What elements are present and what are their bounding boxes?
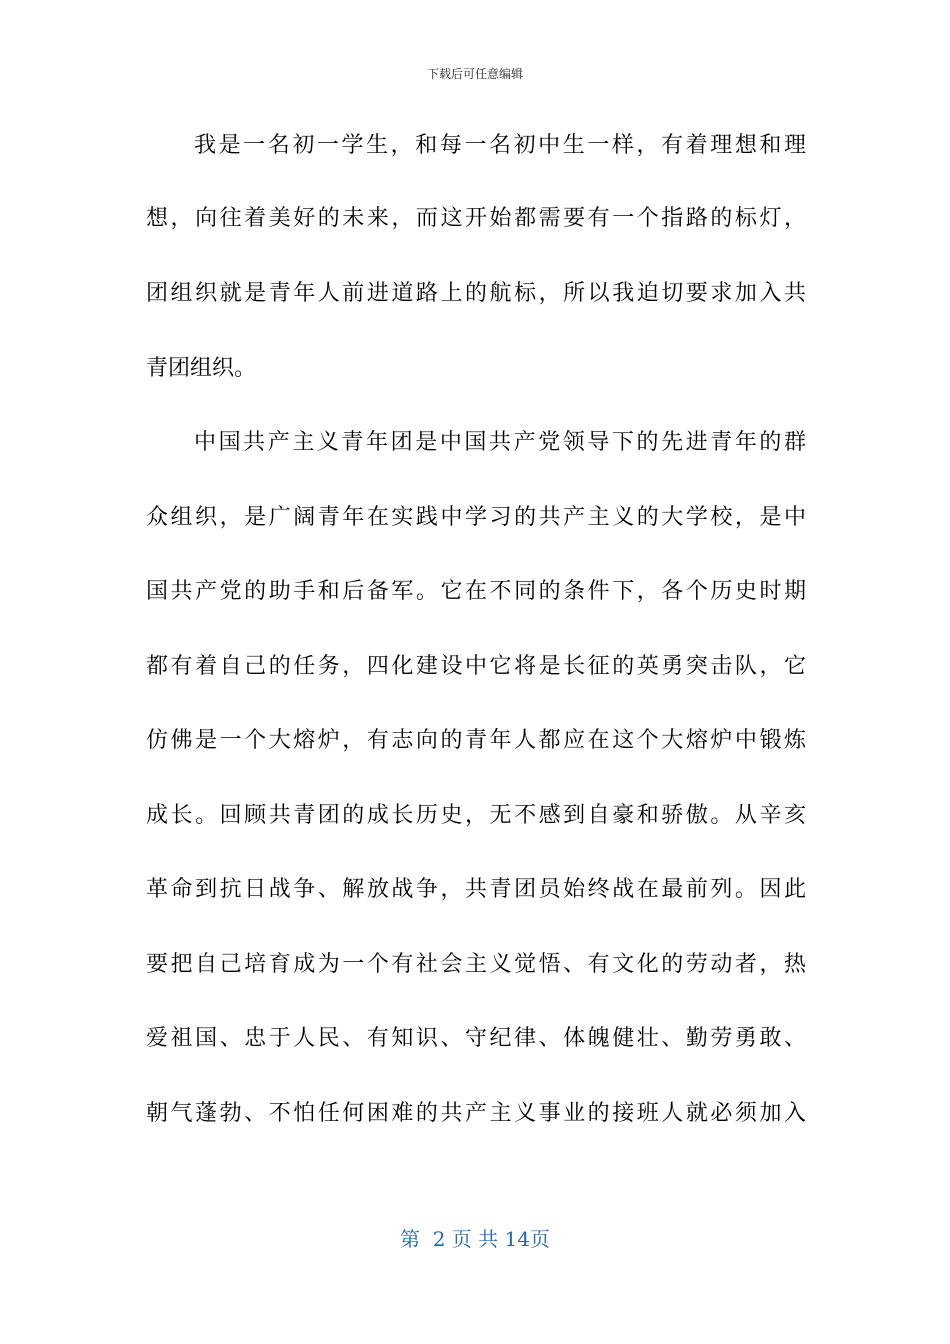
text-line: 都有着自己的任务，四化建设中它将是长征的英勇突击队，它 [146, 654, 806, 679]
text-line: 国共产党的助手和后备军。它在不同的条件下，各个历史时期 [146, 579, 806, 604]
text-line: 想，向往着美好的未来，而这开始都需要有一个指路的标灯， [146, 206, 806, 231]
text-line: 仿佛是一个大熔炉，有志向的青年人都应在这个大熔炉中锻炼 [146, 728, 806, 753]
text-line: 团组织就是青年人前进道路上的航标，所以我迫切要求加入共 [146, 281, 806, 306]
download-note: 下载后可任意编辑 [426, 67, 523, 81]
text-line: 中国共产主义青年团是中国共产党领导下的先进青年的群 [194, 430, 806, 455]
text-line: 朝气蓬勃、不怕任何困难的共产主义事业的接班人就必须加入 [146, 1101, 806, 1126]
page-number-footer: 第 2 页 共 14页 [400, 1227, 550, 1251]
text-line: 我是一名初一学生，和每一名初中生一样，有着理想和理 [194, 133, 806, 158]
text-line: 青团组织。 [146, 356, 257, 381]
text-line: 爱祖国、忠于人民、有知识、守纪律、体魄健壮、勤劳勇敢、 [146, 1026, 806, 1051]
text-line: 成长。回顾共青团的成长历史，无不感到自豪和骄傲。从辛亥 [146, 803, 806, 828]
text-line: 众组织，是广阔青年在实践中学习的共产主义的大学校，是中 [146, 505, 806, 530]
text-line: 革命到抗日战争、解放战争，共青团员始终战在最前列。因此 [146, 877, 806, 902]
text-line: 要把自己培育成为一个有社会主义觉悟、有文化的劳动者，热 [146, 952, 806, 977]
